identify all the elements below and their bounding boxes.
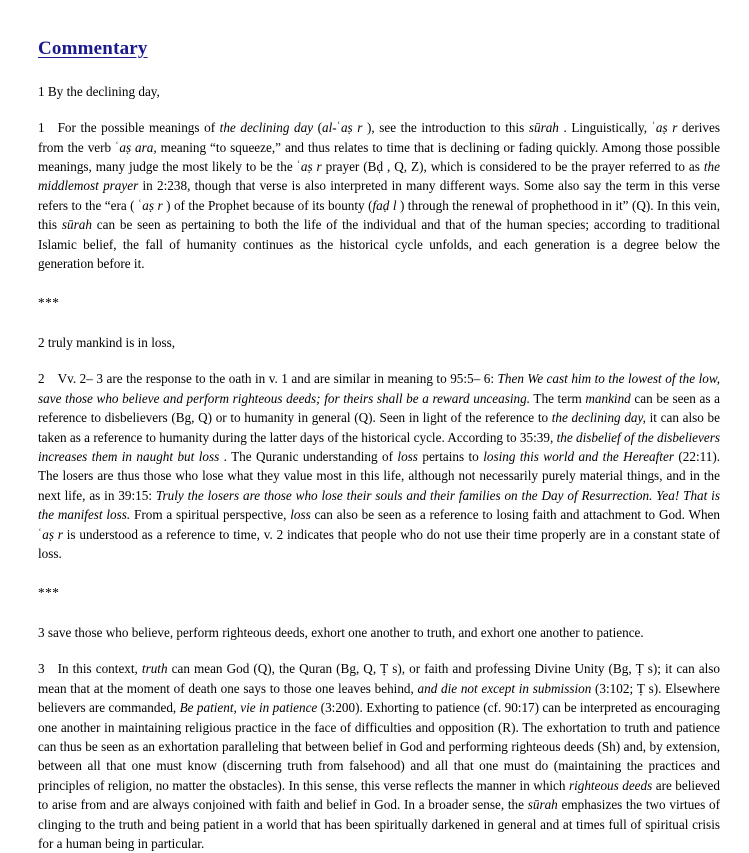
commentary-paragraph-2: 2 Vv. 2– 3 are the response to the oath in v. 1 and are similar in meaning to 95:5– 6: Then We cast him to the lowest of the low, save those who believe and perform righteous deeds; for theirs shall be a reward unceasing. The term mankind can be seen as a reference to disbelievers (Bg, Q) or to humanity in general (Q). Seen in light of the reference to the declining day, it can also be taken as a reference to humanity during the latter days of the historical cycle. According to 35:39, the disbelief of the disbelievers increases them in naught but loss . The Quranic understanding of loss pertains to losing this world and the Hereafter (22:11). The losers are thus those who lose what they value most in this life, although not necessarily purely material things, and in the next life, as in 39:15: Truly the losers are those who lose their souls and their families on the Day of Resurrection. Yea! That is the manifest loss. From a spiritual perspective, loss can also be seen as a reference to losing faith and attachment to God. When ʿaṣ r is understood as a reference to time, v. 2 indicates that people who do not use their time properly are in a constant state of loss. [38,371,721,562]
commentary-paragraph-3: 3 In this context, truth can mean God (Q), the Quran (Bg, Q, Ṭ s), or faith and professing Divine Unity (Bg, Ṭ s); it can also mean that at the moment of death one says to those one leaves behind, and die not except in submission (3:102; Ṭ s). Elsewhere believers are commanded, Be patient, vie in patience (3:200). Exhorting to patience (cf. 90:17) can be interpreted as encouraging one another in maintaining religious practice in the face of difficulties and opposition (R). The exhortation to truth and patience can thus be seen as an exhortation paralleling that between belief in God and performing righteous deeds (Sh) and, by extension, between all that one must know (discerning truth from falsehood) and all that one must do (maintaining the practices and principles of religion, no matter the obstacles). In this sense, this verse reflects the manner in which righteous deeds are believed to arise from and are always conjoined with faith and belief in God. In a broader sense, the sūrah emphasizes the two virtues of clinging to the truth and being patient in a world that has been spiritually darkened in general and at times full of spiritual crisis for a human being in particular. [38,661,721,852]
verse-line-2: 2 truly mankind is in loss, [38,335,176,351]
section-separator-1: *** [38,295,60,311]
paragraph-number-3: 3 [38,661,45,677]
page-title: Commentary [38,38,148,59]
page-title-row [34,30,719,60]
verse-line-3: 3 save those who believe, perform righteous deeds, exhort one another to truth, and exhort one another to patience. [38,625,644,641]
section-separator-2: *** [38,585,60,601]
paragraph-number-1: 1 [38,120,45,136]
verse-line-1: 1 By the declining day, [38,84,160,99]
commentary-paragraph-1: 1 For the possible meanings of the declining day (al-ʿaṣ r ), see the introduction to this sūrah . Linguistically, ʿaṣ r derives from the verb ʿaṣ ara, meaning “to squeeze,” and thus relates to time that is declining or fading quickly. Among those possible meanings, many judge the most likely to be the ʿaṣ r prayer (Bḍ , Q, Z), which is considered to be the prayer referred to as the middlemost prayer in 2:238, though that verse is also interpreted in many different ways. Some also say the term in this verse refers to the “era ( ʿaṣ r ) of the Prophet because of its bounty (faḍ l ) through the renewal of prophethood in it” (Q). In this vein, this sūrah can be seen as pertaining to both the life of the individual and that of the human species; according to traditional Islamic belief, the fall of humanity continues as the historical cycle unfolds, and each generation is a degree below the generation before it. [38,120,721,271]
paragraph-number-2: 2 [38,371,45,387]
